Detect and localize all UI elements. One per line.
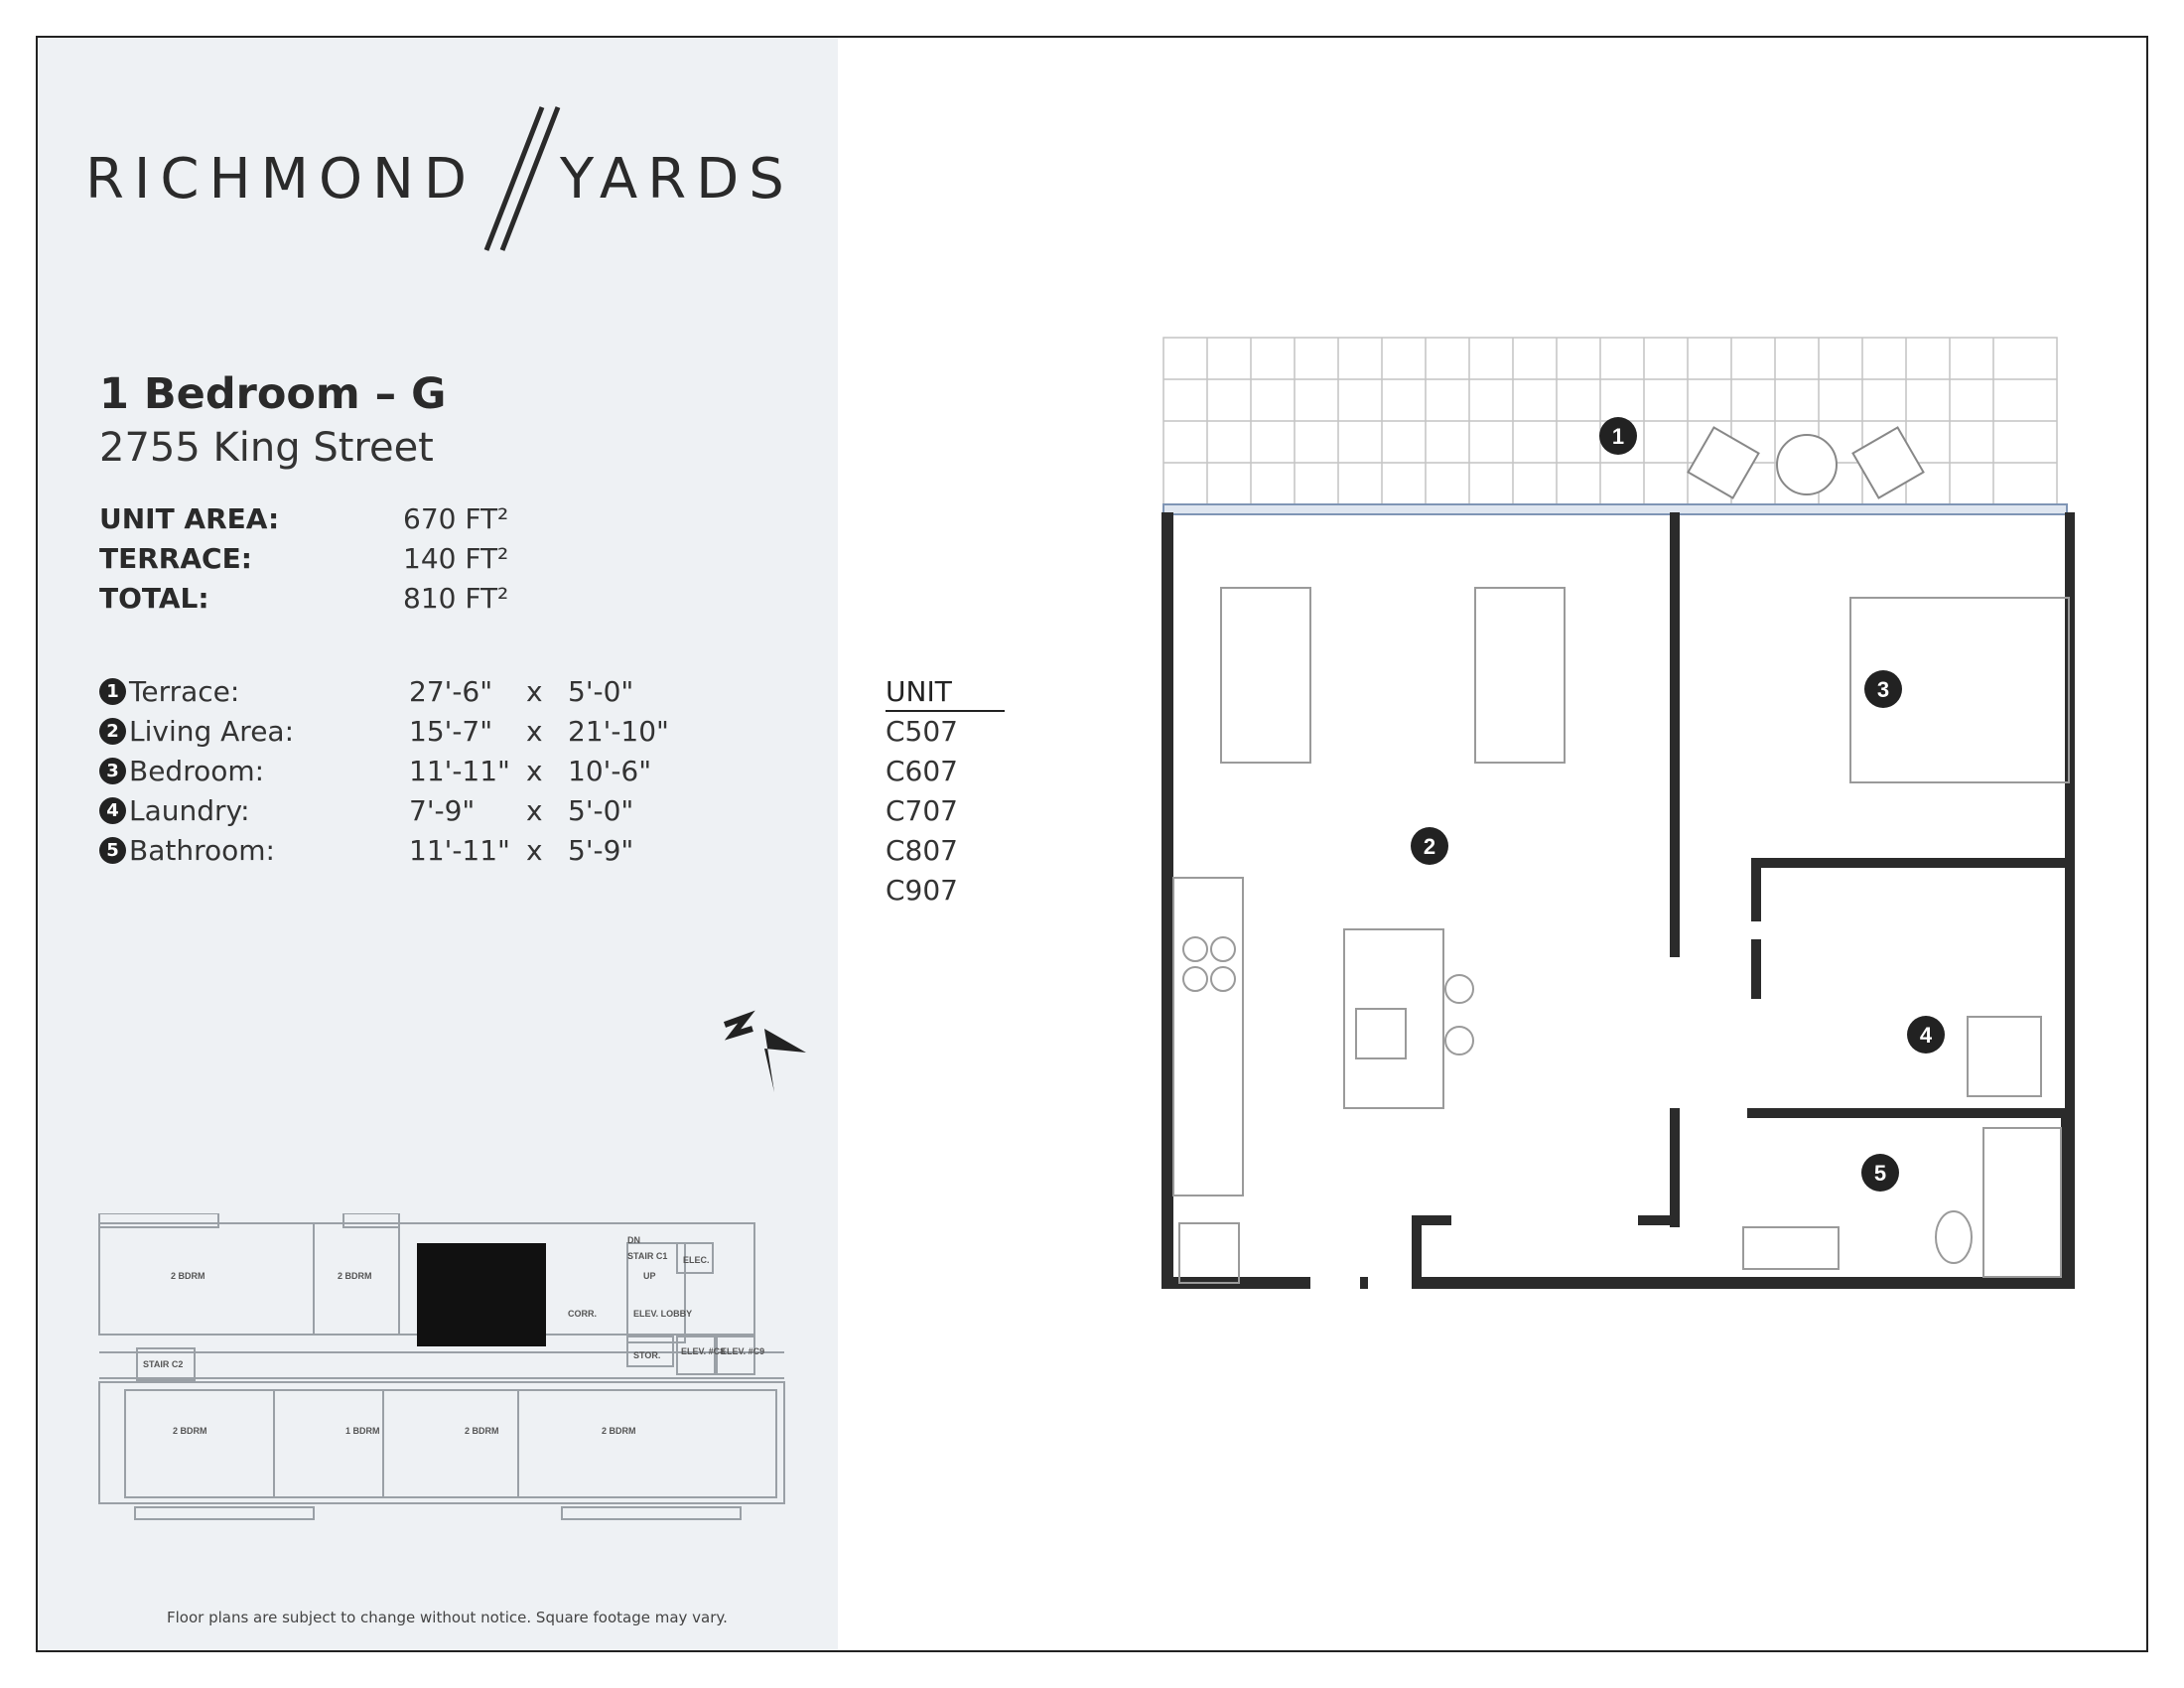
room-width: 11'-11" [409, 755, 510, 787]
area-label: TERRACE: [99, 542, 252, 575]
area-value: 140 FT² [403, 542, 509, 575]
room-x: x [526, 675, 543, 708]
unit-number: C707 [886, 794, 958, 827]
room-name: Living Area: [129, 715, 295, 748]
room-marker-label: 5 [1873, 1161, 1887, 1186]
room-width: 7'-9" [409, 794, 476, 827]
keyplan-label: ELEV. #C8 [681, 1346, 726, 1356]
area-label: TOTAL: [99, 582, 209, 615]
room-marker-label: 3 [1876, 677, 1890, 702]
room-width: 11'-11" [409, 834, 510, 867]
area-label: UNIT AREA: [99, 502, 280, 535]
keyplan-label: STOR. [633, 1350, 661, 1360]
north-arrow-icon [719, 1009, 818, 1098]
walls [1161, 512, 2075, 1289]
room-name: Laundry: [129, 794, 250, 827]
room-row [99, 834, 275, 867]
room-x: x [526, 834, 543, 867]
room-x: x [526, 794, 543, 827]
brand-logo [85, 147, 794, 211]
room-depth: 5'-9" [568, 834, 634, 867]
room-depth: 10'-6" [568, 755, 652, 787]
room-name: Bedroom: [129, 755, 265, 787]
brand-left: RICHMOND [85, 147, 478, 211]
room-number: 3 [99, 758, 126, 784]
unit-number: C807 [886, 834, 958, 867]
keyplan-label: ELEV. LOBBY [633, 1309, 693, 1319]
keyplan-label: 1 BDRM [345, 1426, 380, 1436]
unit-number: C607 [886, 755, 958, 787]
room-row [99, 715, 294, 748]
room-depth: 5'-0" [568, 675, 634, 708]
glazing-line [1163, 504, 2067, 514]
room-row [99, 675, 239, 708]
terrace-furniture [1688, 427, 1923, 497]
unit-title: 1 Bedroom – G [99, 369, 447, 419]
keyplan-label: 2 BDRM [171, 1271, 205, 1281]
room-row [99, 794, 250, 827]
room-number: 2 [99, 718, 126, 745]
keyplan-label: CORR. [568, 1309, 597, 1319]
room-depth: 21'-10" [568, 715, 669, 748]
room-depth: 5'-0" [568, 794, 634, 827]
room-number: 4 [99, 797, 126, 824]
unit-address: 2755 King Street [99, 425, 434, 471]
room-marker-label: 4 [1919, 1023, 1933, 1048]
keyplan-label: 2 BDRM [173, 1426, 207, 1436]
room-x: x [526, 715, 543, 748]
room-number: 5 [99, 837, 126, 864]
keyplan-label: 2 BDRM [465, 1426, 499, 1436]
room-name: Terrace: [129, 675, 240, 708]
room-marker-label: 1 [1611, 424, 1625, 449]
room-row [99, 755, 264, 787]
room-name: Bathroom: [129, 834, 275, 867]
unit-number: C507 [886, 715, 958, 748]
keyplan-label: ELEV. #C9 [721, 1346, 765, 1356]
unit-number: C907 [886, 874, 958, 907]
area-value: 670 FT² [403, 502, 509, 535]
highlighted-unit [417, 1243, 546, 1346]
room-number: 1 [99, 678, 126, 705]
key-plan [95, 1213, 790, 1531]
unit-floor-plan [1152, 334, 2085, 1327]
room-width: 15'-7" [409, 715, 493, 748]
keyplan-label: 2 BDRM [602, 1426, 636, 1436]
keyplan-label: ELEC. [683, 1255, 710, 1265]
keyplan-label: STAIR C2 [143, 1359, 184, 1369]
unit-list-header: UNIT [886, 675, 1005, 712]
logo-slash-icon [482, 105, 562, 254]
disclaimer-note: Floor plans are subject to change without notice. Square footage may vary. [167, 1609, 728, 1626]
room-x: x [526, 755, 543, 787]
room-marker-label: 2 [1423, 834, 1436, 859]
keyplan-dn: DN [627, 1235, 640, 1245]
area-value: 810 FT² [403, 582, 509, 615]
keyplan-label: 2 BDRM [338, 1271, 372, 1281]
brand-right: YARDS [560, 147, 794, 211]
keyplan-label: STAIR C1 [627, 1251, 668, 1261]
interior-fixtures [1173, 588, 2069, 1283]
keyplan-up: UP [643, 1271, 656, 1281]
room-width: 27'-6" [409, 675, 493, 708]
